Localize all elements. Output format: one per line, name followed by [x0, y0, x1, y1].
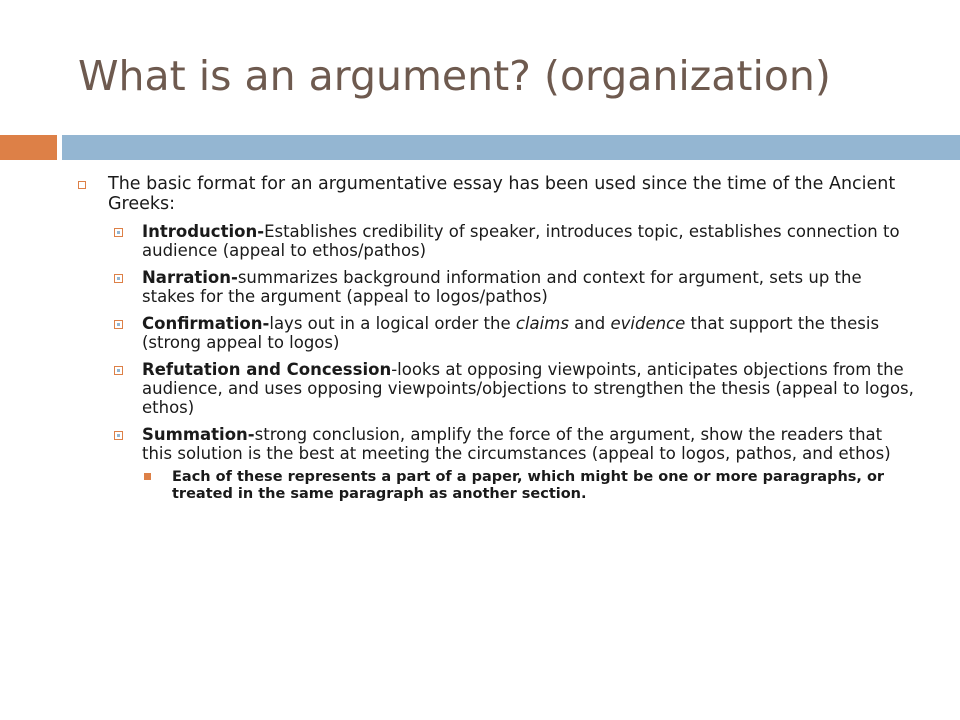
- header-bar: [62, 135, 960, 160]
- square-bullet-icon: [114, 274, 123, 283]
- section-term: Confirmation-: [142, 314, 270, 333]
- section-text: and: [568, 314, 611, 333]
- section-term: Summation-: [142, 425, 255, 444]
- intro-text: The basic format for an argumentative essay has been used since the time of the Ancient Greeks:: [108, 174, 896, 214]
- accent-bar: [0, 135, 57, 160]
- slide-title: What is an argument? (organization): [78, 52, 831, 100]
- section-refutation: [72, 360, 914, 417]
- section-confirmation: [72, 314, 914, 352]
- section-narration: [72, 268, 914, 306]
- square-bullet-icon: [114, 366, 123, 375]
- square-bullet-icon: [114, 228, 123, 237]
- section-text: summarizes background information and context for argument, sets up the stakes for the argument (appeal to logos/pathos): [142, 268, 862, 306]
- section-text: Establishes credibility of speaker, introduces topic, establishes connection to audience (appeal to ethos/pathos): [142, 222, 900, 260]
- emphasis-claims: claims: [515, 314, 569, 333]
- intro-bullet: [72, 174, 914, 214]
- section-term: Introduction-: [142, 222, 265, 241]
- section-text: -looks at opposing viewpoints, anticipates objections from the audience, and uses opposing viewpoints/objections to strengthen the thesis (appeal to logos, ethos): [142, 360, 914, 417]
- section-text: lays out in a logical order the: [269, 314, 516, 333]
- note-bullet: [72, 469, 914, 503]
- section-summation: [72, 425, 914, 463]
- section-text: strong conclusion, amplify the force of the argument, show the readers that this solution is the best at meeting the circumstances (appeal to logos, pathos, and ethos): [142, 425, 891, 463]
- section-text: that support the thesis (strong appeal to logos): [142, 314, 880, 352]
- square-bullet-icon: [114, 431, 123, 440]
- square-bullet-icon: [78, 181, 86, 189]
- square-bullet-icon: [114, 320, 123, 329]
- section-introduction: [72, 222, 914, 260]
- section-term: Narration-: [142, 268, 238, 287]
- filled-square-bullet-icon: [144, 473, 151, 480]
- section-term: Refutation and Concession: [142, 360, 392, 379]
- emphasis-evidence: evidence: [610, 314, 686, 333]
- slide-content: [72, 174, 914, 503]
- note-text: Each of these represents a part of a paper, which might be one or more paragraphs, or treated in the same paragraph as another section.: [172, 469, 885, 502]
